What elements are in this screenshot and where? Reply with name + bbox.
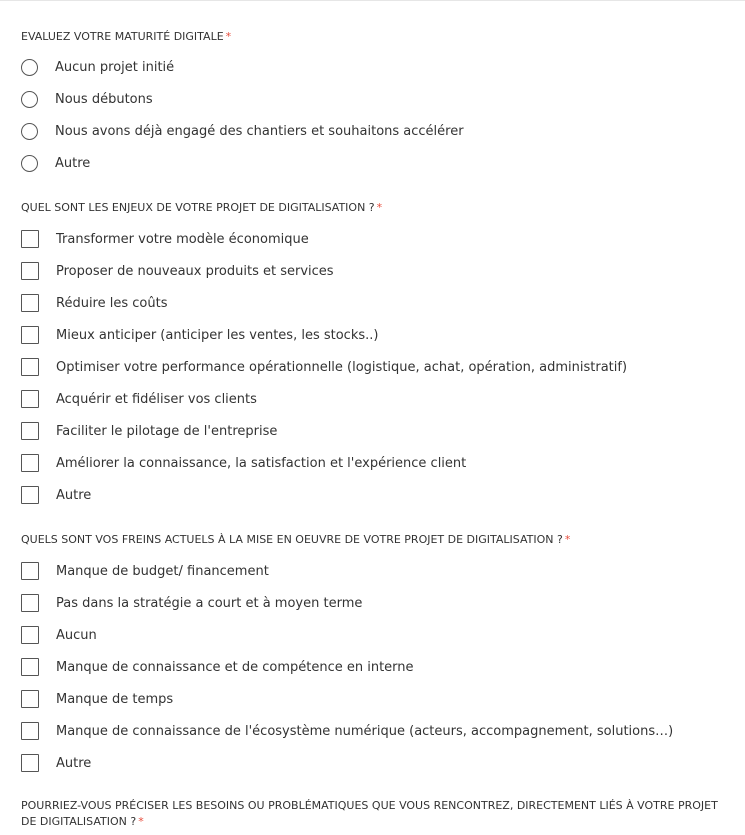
required-mark: * bbox=[138, 815, 144, 828]
checkbox-option-autre-enjeux[interactable] bbox=[21, 484, 91, 506]
option-label: Acquérir et fidéliser vos clients bbox=[56, 391, 257, 407]
checkbox-option-autre-freins[interactable] bbox=[21, 752, 91, 774]
checkbox[interactable] bbox=[21, 294, 39, 312]
option-label: Manque de connaissance de l'écosystème numérique (acteurs, accompagnement, solutions…) bbox=[56, 723, 674, 739]
radio-button[interactable] bbox=[21, 59, 38, 76]
question-maturite-label bbox=[21, 29, 731, 45]
question-enjeux-label bbox=[21, 200, 731, 216]
option-label: Aucun projet initié bbox=[55, 59, 175, 75]
radio-button[interactable] bbox=[21, 123, 38, 140]
checkbox-option-acquerir-clients[interactable] bbox=[21, 388, 257, 410]
option-label: Réduire les coûts bbox=[56, 295, 168, 311]
checkbox-option-mieux-anticiper[interactable] bbox=[21, 324, 378, 346]
question-besoins bbox=[21, 798, 721, 830]
checkbox[interactable] bbox=[21, 230, 39, 248]
option-label: Optimiser votre performance opérationnelle (logistique, achat, opération, administratif) bbox=[56, 359, 628, 375]
option-label: Faciliter le pilotage de l'entreprise bbox=[56, 423, 278, 439]
option-label: Autre bbox=[56, 755, 92, 771]
question-besoins-text: POURRIEZ-VOUS PRÉCISER LES BESOINS OU PROBLÉMATIQUES QUE VOUS RENCONTREZ, DIRECTEMENT LIÉS À VOTRE PROJET DE DIGITALISATION ? bbox=[21, 799, 718, 828]
checkbox-option-performance-operationnelle[interactable] bbox=[21, 356, 627, 378]
option-label: Manque de connaissance et de compétence en interne bbox=[56, 659, 414, 675]
option-label: Autre bbox=[56, 487, 92, 503]
checkbox[interactable] bbox=[21, 754, 39, 772]
option-label: Manque de budget/ financement bbox=[56, 563, 269, 579]
option-label: Autre bbox=[55, 155, 91, 171]
checkbox-option-reduire-couts[interactable] bbox=[21, 292, 167, 314]
question-enjeux bbox=[21, 200, 731, 216]
checkbox-option-strategie[interactable] bbox=[21, 592, 362, 614]
checkbox[interactable] bbox=[21, 626, 39, 644]
option-label: Pas dans la stratégie a court et à moyen terme bbox=[56, 595, 363, 611]
checkbox[interactable] bbox=[21, 722, 39, 740]
question-freins bbox=[21, 532, 731, 548]
checkbox-option-competence-interne[interactable] bbox=[21, 656, 414, 678]
checkbox[interactable] bbox=[21, 422, 39, 440]
option-label: Proposer de nouveaux produits et services bbox=[56, 263, 334, 279]
required-mark: * bbox=[376, 201, 383, 214]
checkbox[interactable] bbox=[21, 390, 39, 408]
option-label: Nous avons déjà engagé des chantiers et souhaitons accélérer bbox=[55, 123, 464, 139]
option-label: Aucun bbox=[56, 627, 97, 643]
option-label: Manque de temps bbox=[56, 691, 174, 707]
question-freins-label bbox=[21, 532, 731, 548]
radio-option-aucun-projet[interactable] bbox=[21, 56, 174, 78]
required-mark: * bbox=[225, 30, 232, 43]
checkbox[interactable] bbox=[21, 594, 39, 612]
checkbox-option-aucun[interactable] bbox=[21, 624, 97, 646]
question-maturite bbox=[21, 29, 731, 45]
radio-button[interactable] bbox=[21, 91, 38, 108]
radio-option-chantiers-engages[interactable] bbox=[21, 120, 464, 142]
checkbox-option-experience-client[interactable] bbox=[21, 452, 466, 474]
required-mark: * bbox=[564, 533, 571, 546]
option-label: Transformer votre modèle économique bbox=[56, 231, 309, 247]
question-freins-text: QUELS SONT VOS FREINS ACTUELS À LA MISE EN OEUVRE DE VOTRE PROJET DE DIGITALISATION ? bbox=[21, 533, 563, 546]
checkbox-option-budget[interactable] bbox=[21, 560, 269, 582]
checkbox-option-nouveaux-produits[interactable] bbox=[21, 260, 334, 282]
option-label: Améliorer la connaissance, la satisfaction et l'expérience client bbox=[56, 455, 467, 471]
checkbox[interactable] bbox=[21, 358, 39, 376]
radio-option-nous-debutons[interactable] bbox=[21, 88, 153, 110]
checkbox[interactable] bbox=[21, 562, 39, 580]
option-label: Nous débutons bbox=[55, 91, 153, 107]
checkbox[interactable] bbox=[21, 690, 39, 708]
question-enjeux-text: QUEL SONT LES ENJEUX DE VOTRE PROJET DE DIGITALISATION ? bbox=[21, 201, 375, 214]
checkbox[interactable] bbox=[21, 262, 39, 280]
checkbox-option-ecosysteme[interactable] bbox=[21, 720, 673, 742]
top-divider bbox=[0, 0, 745, 1]
question-besoins-label bbox=[21, 798, 721, 830]
checkbox-option-pilotage[interactable] bbox=[21, 420, 277, 442]
question-maturite-text: EVALUEZ VOTRE MATURITÉ DIGITALE bbox=[21, 30, 224, 43]
radio-button[interactable] bbox=[21, 155, 38, 172]
radio-option-autre[interactable] bbox=[21, 152, 90, 174]
option-label: Mieux anticiper (anticiper les ventes, les stocks..) bbox=[56, 327, 379, 343]
checkbox-option-temps[interactable] bbox=[21, 688, 173, 710]
checkbox[interactable] bbox=[21, 658, 39, 676]
checkbox[interactable] bbox=[21, 486, 39, 504]
checkbox[interactable] bbox=[21, 454, 39, 472]
checkbox[interactable] bbox=[21, 326, 39, 344]
checkbox-option-modele-economique[interactable] bbox=[21, 228, 309, 250]
